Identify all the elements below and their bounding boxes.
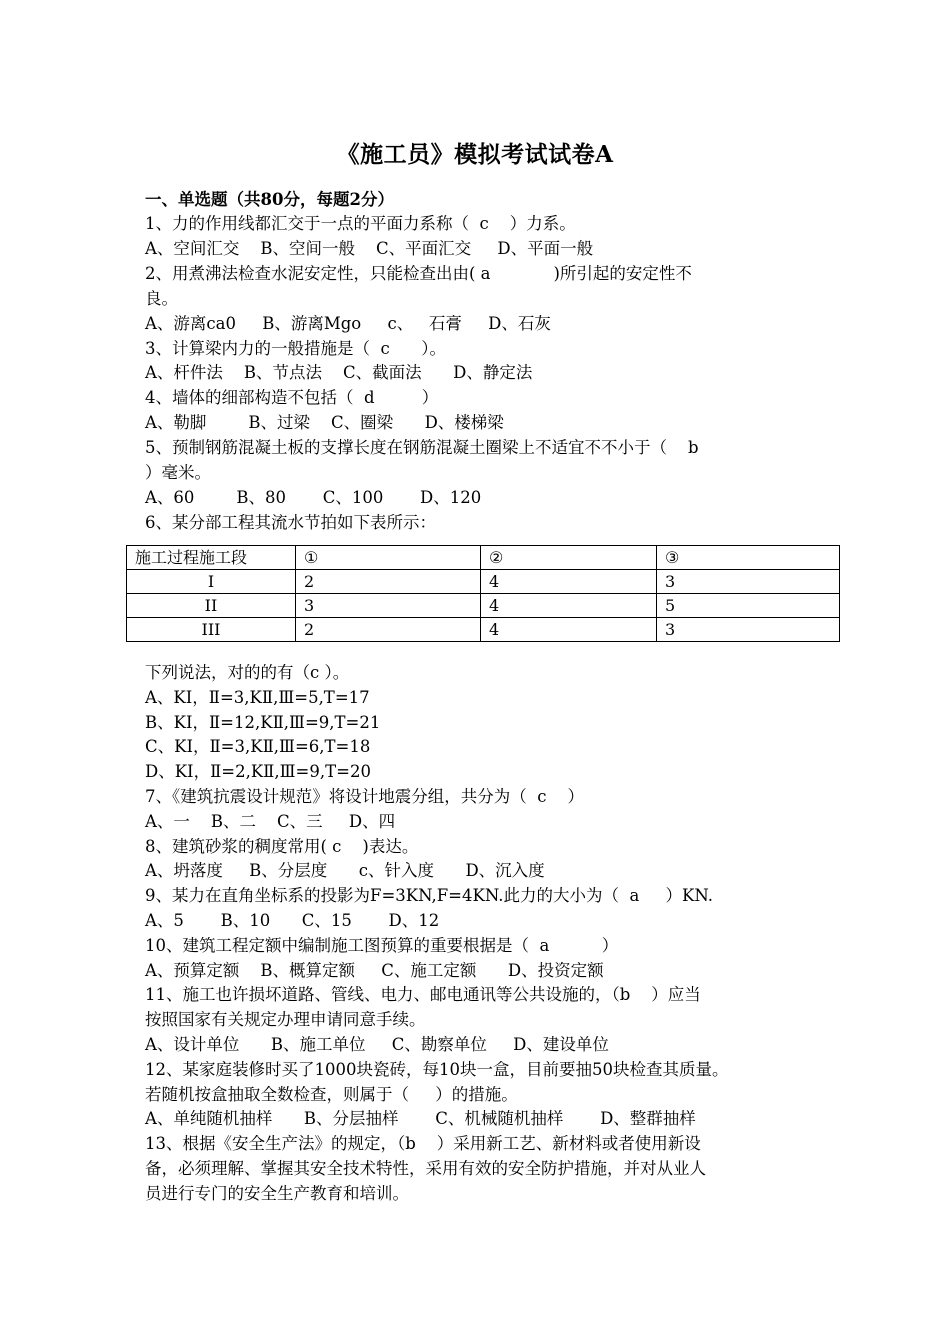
text-line: A、勒脚 B、过梁 C、圈梁 D、楼梯梁 (145, 413, 504, 433)
text-line: 若随机按盒抽取全数检查，则属于（ ）的措施。 (145, 1084, 518, 1104)
text-line: A、设计单位 B、施工单位 C、勘察单位 D、建设单位 (145, 1035, 609, 1054)
table-cell: 4 (481, 570, 657, 594)
text-line: 1、力的作用线都汇交于一点的平面力系称（ c ）力系。 (145, 214, 576, 233)
text-line: 13、根据《安全生产法》的规定，（b ）采用新工艺、新材料或者使用新设 (145, 1134, 701, 1154)
flow-rhythm-table (126, 545, 840, 642)
text-line: A、KⅠ，Ⅱ=3,KⅡ,Ⅲ=5,T=17 (145, 687, 370, 707)
text-line: 按照国家有关规定办理申请同意手续。 (145, 1010, 426, 1030)
text-line: 良。 (145, 288, 178, 308)
text-line: ）毫米。 (145, 463, 211, 482)
table-cell: 5 (657, 594, 840, 618)
text-line: 6、某分部工程其流水节拍如下表所示： (145, 512, 436, 532)
table-row (127, 618, 840, 642)
table-header-cell: ② (481, 546, 657, 570)
text-line: A、60 B、80 C、100 D、120 (145, 487, 482, 507)
table-cell: 3 (657, 570, 840, 594)
text-line: 9、某力在直角坐标系的投影为F=3KN,F=4KN.此力的大小为（ a ）KN. (145, 886, 713, 906)
text-line: C、KⅠ，Ⅱ=3,KⅡ,Ⅲ=6,T=18 (145, 737, 371, 757)
exam-title: 《施工员》模拟考试试卷A (336, 141, 614, 168)
text-line: A、杆件法 B、节点法 C、截面法 D、静定法 (145, 363, 533, 383)
text-line: 2、用煮沸法检查水泥安定性，只能检查出由( a )所引起的安定性不 (145, 263, 692, 283)
text-line: A、预算定额 B、概算定额 C、施工定额 D、投资定额 (145, 960, 604, 980)
text-line: A、一 B、二 C、三 D、四 (145, 811, 396, 831)
table-cell: III (127, 618, 296, 642)
text-line: 12、某家庭装修时买了1000块瓷砖，每10块一盒，目前要抽50块检查其质量。 (145, 1059, 729, 1079)
section-heading: 一、单选题（共80分，每题2分） (145, 190, 394, 209)
text-line: 5、预制钢筋混凝土板的支撑长度在钢筋混凝土圈梁上不适宜不不小于（ b (145, 438, 699, 458)
table-header-row (127, 546, 840, 570)
table-row (127, 570, 840, 594)
text-line: 备，必须理解、掌握其安全技术特性，采用有效的安全防护措施，并对从业人 (145, 1159, 706, 1178)
text-line: A、坍落度 B、分层度 c、针入度 D、沉入度 (145, 861, 545, 881)
text-line: A、单纯随机抽样 B、分层抽样 C、机械随机抽样 D、整群抽样 (145, 1109, 696, 1129)
table-header-cell: ① (296, 546, 481, 570)
text-line: 下列说法，对的的有（c ）。 (145, 663, 350, 682)
table-cell: 2 (296, 618, 481, 642)
table-cell: 3 (657, 618, 840, 642)
text-line: 7、《建筑抗震设计规范》将设计地震分组，共分为（ c ） (145, 787, 584, 806)
text-line: D、KⅠ，Ⅱ=2,KⅡ,Ⅲ=9,T=20 (145, 762, 371, 782)
text-line: 4、墙体的细部构造不包括（ d ） (145, 388, 439, 408)
table-cell: 4 (481, 594, 657, 618)
text-line: 3、计算梁内力的一般措施是（ c ）。 (145, 338, 446, 358)
text-line: B、KⅠ，Ⅱ=12,KⅡ,Ⅲ=9,T=21 (145, 712, 381, 732)
table-header-cell: ③ (657, 546, 840, 570)
text-line: 员进行专门的安全生产教育和培训。 (145, 1183, 409, 1203)
text-line: A、游离ca0 B、游离Mgo c、 石膏 D、石灰 (145, 313, 551, 333)
table-cell: 2 (296, 570, 481, 594)
table-cell: II (127, 594, 296, 618)
text-line: 8、建筑砂浆的稠度常用( c )表达。 (145, 836, 419, 856)
table-header-cell: 施工过程施工段 (127, 546, 296, 570)
text-line: 10、建筑工程定额中编制施工图预算的重要根据是（ a ） (145, 935, 619, 955)
text-line: 11、施工也许损坏道路、管线、电力、邮电通讯等公共设施的，（b ）应当 (145, 985, 701, 1005)
table-cell: 3 (296, 594, 481, 618)
text-line: A、5 B、10 C、15 D、12 (145, 911, 440, 930)
table-cell: 4 (481, 618, 657, 642)
table-row (127, 594, 840, 618)
table-cell: I (127, 570, 296, 594)
text-line: A、空间汇交 B、空间一般 C、平面汇交 D、平面一般 (145, 238, 594, 258)
